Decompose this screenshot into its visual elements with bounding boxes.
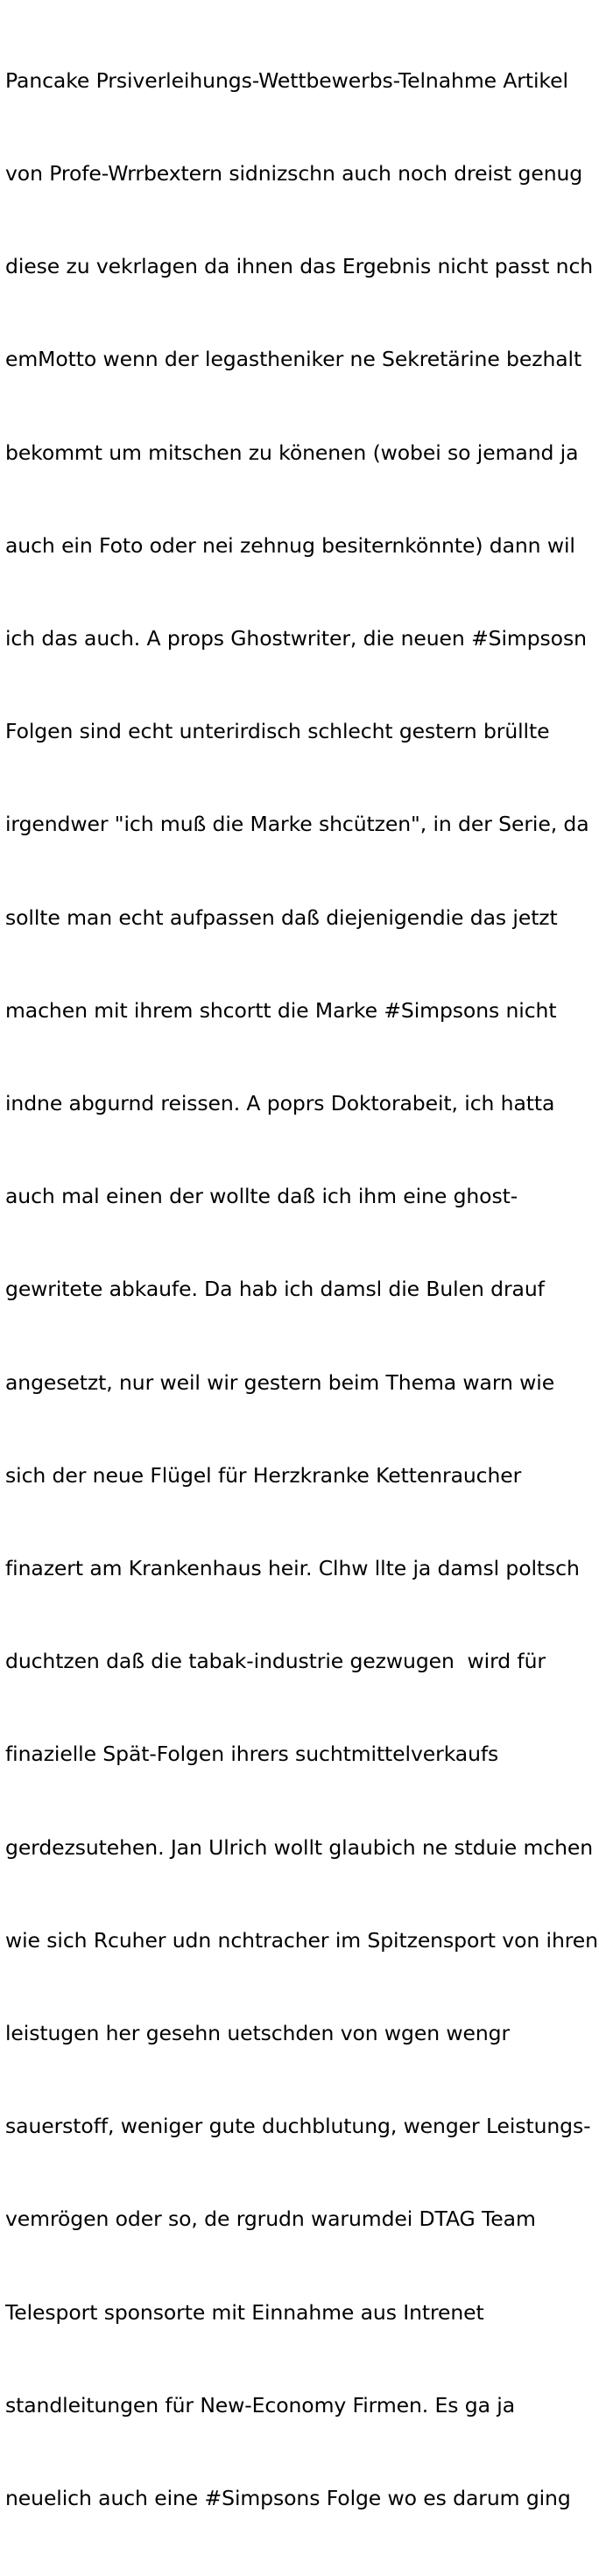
text-line: emMotto wenn der legastheniker ne Sekretärine bezhalt bbox=[5, 347, 582, 372]
text-line: gewritete abkaufe. Da hab ich damsl die Bulen drauf bbox=[5, 1277, 545, 1302]
text-line: sich der neue Flügel für Herzkranke Kettenraucher bbox=[5, 1462, 522, 1488]
text-line: leistugen her gesehn uetschden von wgen wengr bbox=[5, 2021, 511, 2046]
text-line: finazert am Krankenhaus heir. Clhw llte ja damsl poltsch bbox=[5, 1556, 580, 1581]
text-line: Telesport sponsorte mit Einnahme aus Intrenet bbox=[5, 2299, 484, 2325]
text-line: gerdezsutehen. Jan Ulrich wollt glaubich ne stduie mchen bbox=[5, 1834, 594, 1860]
text-line: finazielle Spät-Folgen ihrers suchtmittelverkaufs bbox=[5, 1742, 499, 1767]
text-line: neuelich auch eine #Simpsons Folge wo es darum ging bbox=[5, 2486, 571, 2511]
text-line: indne abgurnd reissen. A poprs Doktorabeit, ich hatta bbox=[5, 1091, 555, 1116]
text-line: auch ein Foto oder nei zehnug besiternkönnte) dann wil bbox=[5, 532, 575, 558]
text-line: diese zu vekrlagen da ihnen das Ergebnis nicht passt nch bbox=[5, 254, 594, 279]
text-line: von Profe-Wrrbextern sidnizschn auch noch dreist genug bbox=[5, 161, 583, 187]
text-line: wie sich Rcuher udn nchtracher im Spitzensport von ihren bbox=[5, 1927, 598, 1953]
text-line: irgendwer "ich muß die Marke shcützen", in der Serie, da bbox=[5, 812, 589, 837]
text-line: vemrögen oder so, de rgrudn warumdei DTAG Team bbox=[5, 2206, 536, 2232]
text-line: duchtzen daß die tabak-industrie gezwugen wird für bbox=[5, 1649, 546, 1674]
text-line: angesetzt, nur weil wir gestern beim Thema warn wie bbox=[5, 1369, 555, 1395]
text-line: machen mit ihrem shcortt die Marke #Simpsons nicht bbox=[5, 997, 557, 1023]
text-line: bekommt um mitschen zu könenen (wobei so jemand ja bbox=[5, 440, 579, 465]
text-line: Folgen sind echt unterirdisch schlecht gestern brüllte bbox=[5, 719, 550, 744]
text-line: Pancake Prsiverleihungs-Wettbewerbs-Telnahme Artikel bbox=[5, 67, 568, 93]
text-line: standleitungen für New-Economy Firmen. Es ga ja bbox=[5, 2392, 515, 2418]
text-line: sollte man echt aufpassen daß diejenigendie das jetzt bbox=[5, 904, 558, 930]
text-line: sauerstoff, weniger gute duchblutung, wenger Leistungs- bbox=[5, 2114, 591, 2139]
text-line: ich das auch. A props Ghostwriter, die neuen #Simpsosn bbox=[5, 626, 587, 651]
document-text bbox=[5, 4, 598, 2576]
text-line: auch mal einen der wollte daß ich ihm eine ghost- bbox=[5, 1184, 518, 1209]
